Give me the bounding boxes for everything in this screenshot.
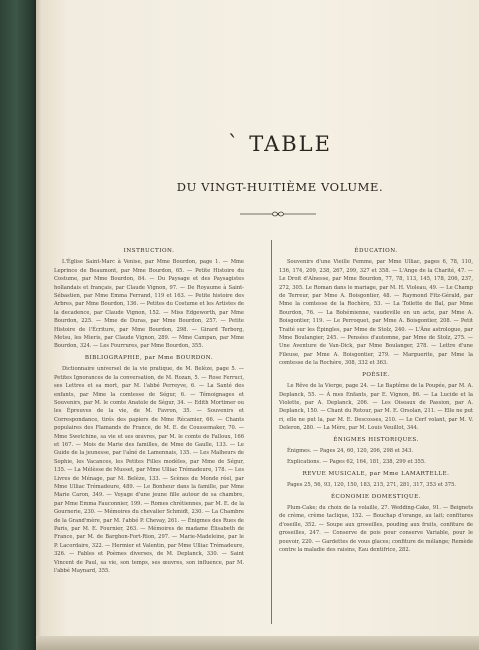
book-page <box>42 0 479 650</box>
section-heading: BIBLIOGRAPHIE, par Mme BOURDON. <box>84 354 214 361</box>
page-title: ` TABLE <box>228 132 332 156</box>
page-subtitle: DU VINGT-HUITIÈME VOLUME. <box>176 180 384 194</box>
column-divider <box>271 240 272 624</box>
section-heading: ÉCONOMIE DOMESTIQUE. <box>330 493 422 500</box>
section-line: Pages 25, 56, 93, 120, 150, 183, 215, 271, 281, 317, 353 et 375. <box>287 482 457 489</box>
section-heading: INSTRUCTION. <box>123 248 175 254</box>
book-cover-edge <box>36 636 479 650</box>
section-line: Explications. — Pages 62, 164, 181, 238, 299 et 355. <box>287 459 426 466</box>
book-spine <box>0 0 36 650</box>
section-heading: ÉDUCATION. <box>354 248 398 254</box>
section-text: Souvenirs d'une Vieille Femme, par Mme Ulliac, pages 6, 78, 110, 136, 174, 209, 238, 267, 299, 327 et 358. — L'Ange de la Charité, 47. — Le Droit d'Aînesse, par Mme Bourdon, 77, 78, 113, 145, 178, 206, 237, 272, 305. Le Roman dans le mariage, par M. H. Violeau, 49. — Le Champ de Terreur, par Mme A. Boisgontier, 48. — Raymond Fitz-Gérald, par Mme la comtesse de la Rochère, 53. — La Toilette de Bal, par Mme Bourdon, 76. — La Bohémienne, vaudeville en un acte, par Mme A. Boisgontier, 119. — Le Perroquet, par Mme A. Boisgontier, 208. — Petit Traité sur les Épingles, par Mme de Stolz, 240. — L'Âne astrologue, par Mme Boulangier, 245. — Pensées d'automne, par Mme de Stolz, 275. — Une Aventure de Van-Dick, par Mme Boulanger, 278. — Lettre d'une Fileuse, par Mme A. Boisgontier, 279. — Marguerite, par Mme la comtesse de la Rochère, 308, 332 et 363. <box>279 259 473 367</box>
section-text: Le Rêve de la Vierge, page 24. — Le Baptême de la Poupée, par M. A. Deplanck, 55. — À mes Enfants, par E. Vignon, 86. — La Lucide et la Violette, par A. Deplanck, 206. — Les Oiseaux de Passion, par A. Deplanck, 150. — Chant du Retour, par M. E. Orsolan, 211. — Elle ne put ri, elle ne put la, par M. E. Descosses, 210. — Le Cerf volant, par M. V. Deleron, 280. — La Mère, par M. Louis Veuillot, 344. <box>279 383 473 432</box>
section-heading: REVUE MUSICALE, par Mme LAMARTELLE. <box>302 470 450 477</box>
section-heading: ÉNIGMES HISTORIQUES. <box>333 436 419 443</box>
section-text: Dictionnaire universel de la vie pratique, de M. Belèze, page 5. — Petites Ignorances de la conversation, de M. Rozan, 5. — Rose Ferruci, ses Lettres et sa mort, par M. l'abbé Perreyve, 6. — La Santé des enfants, par Mme la comtesse de Ségur, 6. — Témoignages et Souvenirs, par M. le comte Anatole de Ségur, 34. — Edith Mortimer ou les Épreuves de la vie, de M. Favron, 35. — Souvenirs et Correspondance, tirés des papiers de Mme Récamier, 66. — Chants populaires des Flamands de France, de M. E. de Coussemaker, 70. — Mme Swetchine, sa vie et ses œuvres, par M. le comte de Falloux, 166 et 167. — Mois de Marie des familles, de Mme de Gaulle, 133. — Le Guide de la jeunesse, par l'aîné de Lamennais, 135. — Les Malheurs de Sophie, les Vacances, les Petites Filles modèles, par Mme de Ségur, 135. — La Mélèsse de Musset, par Mme Ulliac Trémadeure, 178. — Les Livres de Ménage, par M. Belèze, 133. — Scènes du Monde réel, par Mme Ulliac Trémadeure, 489. — Le Bonheur dans la famille, par Mme Marie Caron, 349. — Voyage d'une jeune fille autour de sa chambre, par Mme Emma Fauconnier, 199. — Romes chrétiennes, par M. E. de la Gournerie, 230. — Mémoires du chevalier Schmidt, 230. — La Chambre de la Grand'mère, par M. l'abbé P. Chevay, 261. — Énigmes des Rues de Paris, par M. E. Fournier, 263. — Mémoires de madame Élisabeth de France, par M. de Barghon-Fort-Rion, 297. — Marie-Madeleine, par le P. Lacordaire, 322. — Hermier et Valentin, par Mme Ulliac Trémadeure, 326. — Fables et Poèmes diverses, de M. Deplanck, 330. — Saint Vincent de Paul, sa vie, son temps, ses œuvres, son influence, par M. l'abbé Maynard, 355. <box>54 366 244 575</box>
section-heading: POÉSIE. <box>362 371 390 378</box>
left-column <box>54 244 244 578</box>
ornament-divider <box>238 210 318 218</box>
section-line: Énigmes. — Pages 24, 60, 120, 206, 298 et 343. <box>287 447 414 454</box>
section-text: L'Église Saint-Marc à Venise, par Mme Bourdon, page 1. — Mme Leprince de Beaumont, par Mme Bourdon, 65. — Petite Histoire du Costume, par Mme Bourdon, 84. — Du Paysage et des Paysagistes hollandais et français, par Claude Vignon, 97. — De Royaume à Saint-Sébastien, par Mme Emma Ferrand, 119 et 163. — Petite histoire des Arbres, par Mme Bourdon, 136. — Petites du Costume et les Artistes de la decadence, par Claude Vignon, 152. — Miss Edgeworth, par Mme Bourdon, 225. — Mme de Duras, par Mme Bourdon, 257. — Petite Histoire de l'Écriture, par Mme Bourdon, 298. — Girard Terborg, Metsu, les Mieris, par Claude Vignon, 289. — Mme Campan, par Mme Bourdon, 324. — Les Fourrures, par Mme Bourdon, 355. <box>54 259 244 350</box>
section-text: Plum-Cake; du choix de la volaille, 27. Wedding-Cake, 91. — Beignets de crème, crème taclique, 152. — Bouchap d'orange, au lait; confitures d'oseille, 352. — Soupe aux groseilles, pouding aux fruits, confiture de groseilles, 247. — Conserve de pois pour conserve Variable, pour le pouvoir, 220. — Gardettes de vous glaces; confiture de mélange; Remède contre la maladie des raisins, Eau dentifrice, 282. <box>279 504 473 553</box>
right-column <box>279 244 473 557</box>
